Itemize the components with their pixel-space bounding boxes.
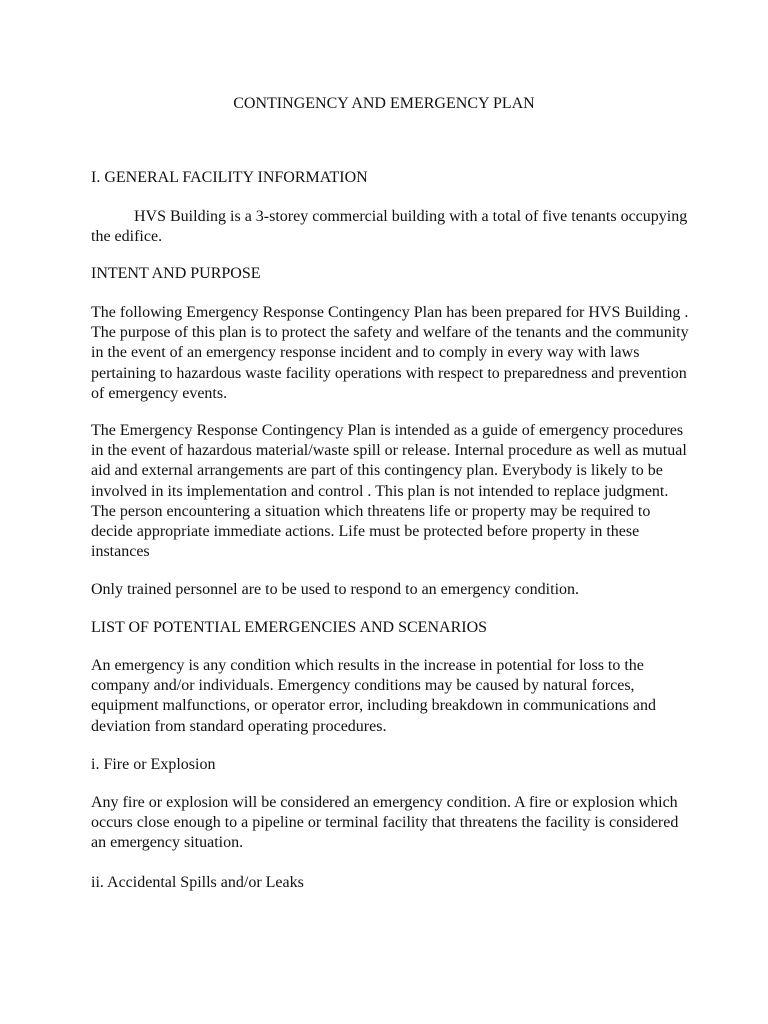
document-title: CONTINGENCY AND EMERGENCY PLAN: [233, 95, 535, 112]
paragraph-trained-personnel: Only trained personnel are to be used to respond to an emergency condition.: [91, 581, 580, 598]
subsection-heading-accidental-spills: ii. Accidental Spills and/or Leaks: [91, 874, 304, 891]
paragraph-intent-purpose: The following Emergency Response Contingency Plan has been prepared for HVS Building . The purpose of this plan is to protect the safety and welfare of the tenants and the community in the event of an emergency response incident and to comply in every way with laws pertaining to hazardous waste facility operations with respect to preparedness and prevention of emergency events.: [91, 304, 689, 402]
subsection-heading-fire-or-explosion: i. Fire or Explosion: [91, 756, 216, 773]
section-heading-intent-and-purpose: INTENT AND PURPOSE: [91, 265, 261, 282]
paragraph-facility-description: HVS Building is a 3-storey commercial building with a total of five tenants occupying the edifice.: [91, 208, 688, 246]
paragraph-fire-or-explosion: Any fire or explosion will be considered an emergency condition. A fire or explosion which occurs close enough to a pipeline or terminal facility that threatens the facility is considered an emergency situation.: [91, 794, 679, 852]
paragraph-plan-guide: The Emergency Response Contingency Plan is intended as a guide of emergency procedures in the event of hazardous material/waste spill or release. Internal procedure as well as mutual aid and external arrangements are part of this contingency plan. Everybody is likely to be involved in its implementation and control . This plan is not intended to replace judgment. The person encountering a situation which threatens life or property may be required to decide appropriate immediate actions. Life must be protected before property in these instances: [91, 422, 687, 561]
section-heading-general-facility-information: I. GENERAL FACILITY INFORMATION: [91, 169, 368, 186]
section-heading-potential-emergencies: LIST OF POTENTIAL EMERGENCIES AND SCENARIOS: [91, 619, 488, 636]
paragraph-emergency-definition: An emergency is any condition which results in the increase in potential for loss to the company and/or individuals. Emergency conditions may be caused by natural forces, equipment malfunctions, or operator error, including breakdown in communications and deviation from standard operating procedures.: [91, 657, 656, 735]
